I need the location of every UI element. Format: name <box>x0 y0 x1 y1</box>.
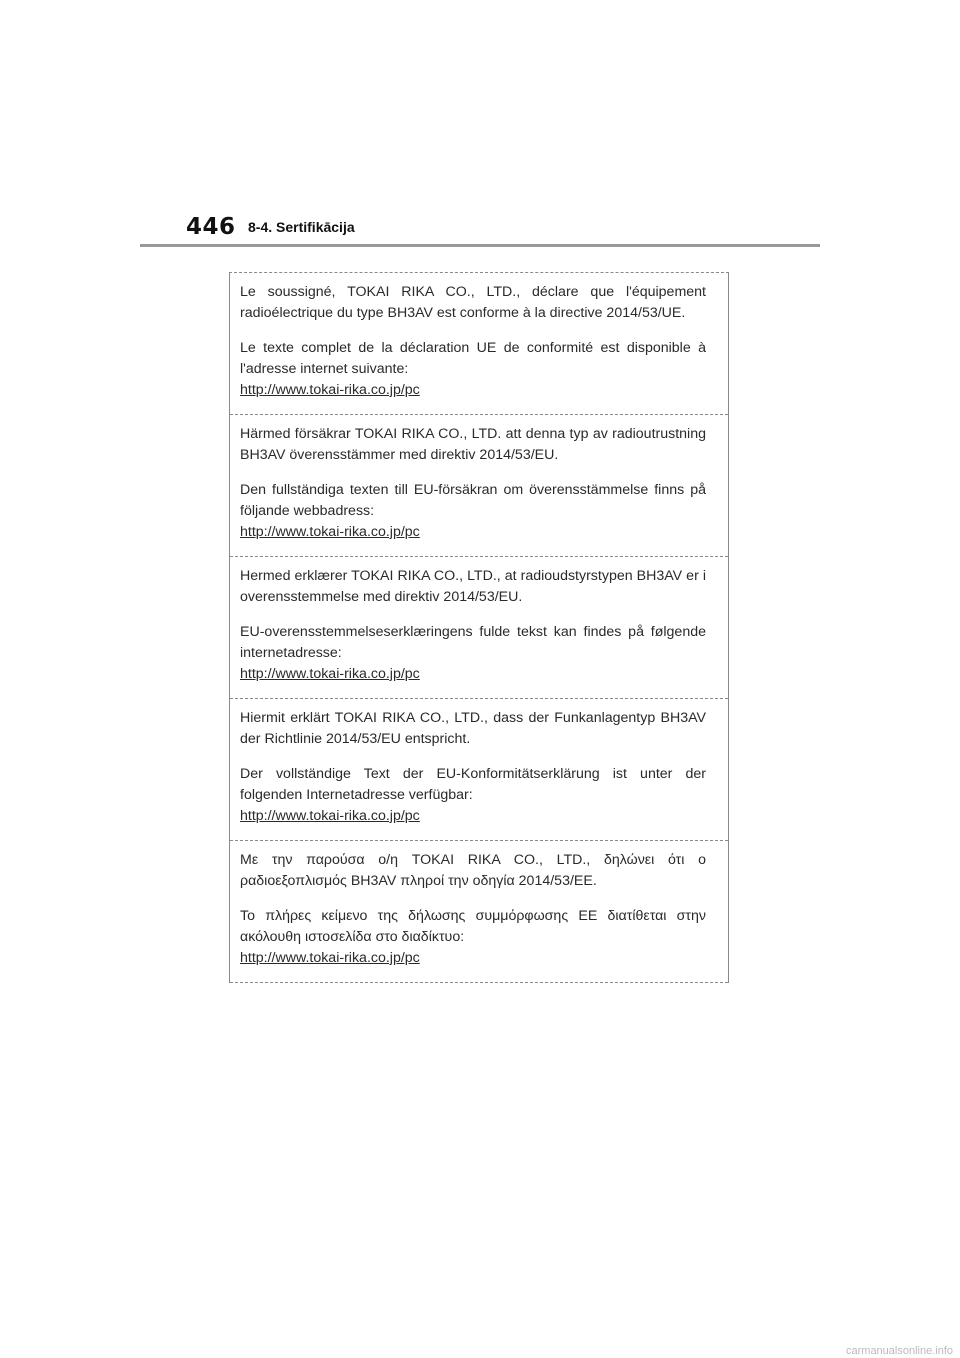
declaration-statement: Hiermit erklärt TOKAI RIKA CO., LTD., dass der Funkanlagentyp BH3AV der Richtlinie 2014/53/EU entspricht. <box>240 710 706 747</box>
section-title: 8-4. Sertifikācija <box>248 219 355 235</box>
footer-watermark: carmanualsonline.info <box>846 1345 954 1357</box>
declaration-availability: Το πλήρες κείμενο της δήλωσης συμμόρφωσης ΕΕ διατίθεται στην ακόλουθη ιστοσελίδα στο διαδίκτυο: <box>240 908 706 945</box>
page-number: 446 <box>186 214 236 240</box>
declaration-availability: EU-overensstemmelseserklæringens fulde tekst kan findes på følgende internetadresse: <box>240 624 706 661</box>
declaration-statement: Le soussigné, TOKAI RIKA CO., LTD., déclare que l'équipement radioélectrique du type BH3AV est conforme à la directive 2014/53/UE. <box>240 284 706 321</box>
declaration-danish <box>230 557 728 699</box>
declaration-availability: Le texte complet de la déclaration UE de conformité est disponible à l'adresse internet suivante: <box>240 340 706 377</box>
declaration-url-link[interactable]: http://www.tokai-rika.co.jp/pc <box>240 666 420 682</box>
declarations-box <box>229 272 729 983</box>
declaration-availability: Der vollständige Text der EU-Konformitätserklärung ist unter der folgenden Internetadresse verfügbar: <box>240 766 706 803</box>
declaration-url-link[interactable]: http://www.tokai-rika.co.jp/pc <box>240 808 420 824</box>
declaration-german <box>230 699 728 841</box>
declaration-french <box>230 273 728 415</box>
declaration-swedish <box>230 415 728 557</box>
declaration-url-link[interactable]: http://www.tokai-rika.co.jp/pc <box>240 524 420 540</box>
declaration-statement: Με την παρούσα ο/η TOKAI RIKA CO., LTD., δηλώνει ότι ο ραδιοεξοπλισμός BH3AV πληροί την οδηγία 2014/53/ΕΕ. <box>240 852 706 889</box>
header-rule <box>140 244 820 247</box>
declaration-greek <box>230 841 728 983</box>
declaration-url-link[interactable]: http://www.tokai-rika.co.jp/pc <box>240 382 420 398</box>
declaration-availability: Den fullständiga texten till EU-försäkran om överensstämmelse finns på följande webbadress: <box>240 482 706 519</box>
declaration-statement: Härmed försäkrar TOKAI RIKA CO., LTD. att denna typ av radioutrustning BH3AV överensstämmer med direktiv 2014/53/EU. <box>240 426 706 463</box>
declaration-statement: Hermed erklærer TOKAI RIKA CO., LTD., at radioudstyrstypen BH3AV er i overensstemmelse med direktiv 2014/53/EU. <box>240 568 706 605</box>
declaration-url-link[interactable]: http://www.tokai-rika.co.jp/pc <box>240 950 420 966</box>
